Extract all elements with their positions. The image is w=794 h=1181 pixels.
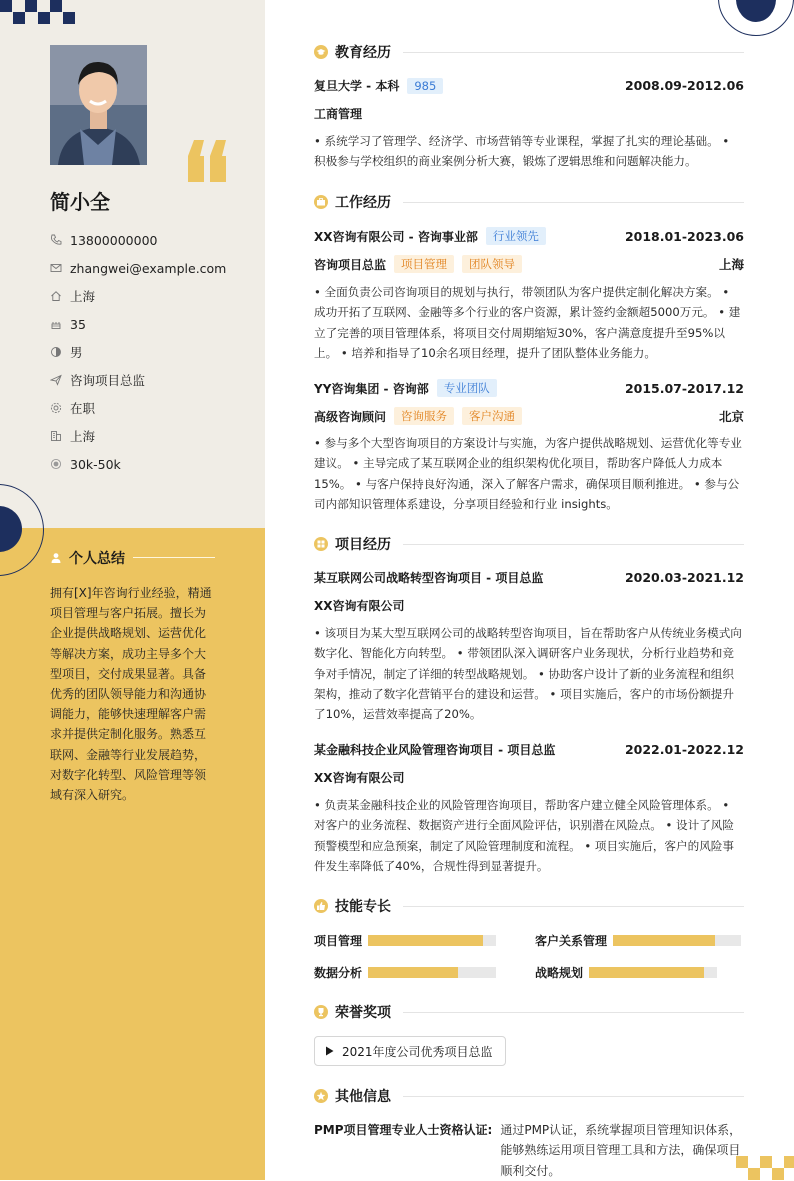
info-position <box>50 366 226 394</box>
building-icon <box>50 430 62 442</box>
section-awards-header <box>314 1002 744 1022</box>
work-1-tag: 行业领先 <box>486 227 546 245</box>
work-1-company: XX咨询有限公司 - 咨询事业部 <box>314 229 478 244</box>
skill-bar <box>589 967 717 978</box>
info-city-text: 上海 <box>70 429 96 444</box>
info-email <box>50 254 226 282</box>
skill-bar-fill <box>368 935 483 946</box>
section-work-title: 工作经历 <box>335 195 391 211</box>
work-1-header-row <box>314 227 744 245</box>
age-icon <box>50 318 62 330</box>
education-school: 复旦大学 - 本科 <box>314 79 400 93</box>
work-2-tag: 专业团队 <box>437 379 497 397</box>
skill-name: 客户关系管理 <box>535 934 608 948</box>
work-2-role: 高级咨询顾问 <box>314 409 387 424</box>
skill-bar <box>368 935 496 946</box>
work-1-role-row <box>314 255 744 273</box>
summary-heading <box>50 548 125 568</box>
other-info-value: 通过PMP认证，系统掌握项目管理知识体系，能够熟练运用项目管理工具和方法，确保项目顺利交付。 <box>500 1123 742 1178</box>
other-info-row <box>314 1120 744 1181</box>
info-age <box>50 310 226 338</box>
skill-name: 项目管理 <box>314 934 363 948</box>
work-1-date: 2018.01-2023.06 <box>624 228 744 244</box>
project-1-description: • 该项目为某大型互联网公司的战略转型咨询项目，旨在帮助客户从传统业务模式向数字化、智能化方向转型。 • 带领团队深入调研客户业务现状，分析行业趋势和竞争对手情况，制定了详细的转型战略规划。 • 协助客户设计了新的业务流程和组织架构，推动了数字化营销平台的建设和运营。 • 项目实施后，客户的市场份额提升了10%，运营效率提高了20%。 <box>314 626 742 722</box>
project-1-header-row <box>314 569 744 586</box>
info-phone-text: 13800000000 <box>70 232 158 248</box>
info-phone <box>50 226 226 254</box>
education-date: 2008.09-2012.06 <box>624 78 744 93</box>
star-icon <box>314 1089 328 1103</box>
work-1-city: 上海 <box>718 257 744 272</box>
project-2-description: • 负责某金融科技企业的风险管理咨询项目，帮助客户建立健全风险管理体系。 • 对客户的业务流程、数据资产进行全面风险评估，识别潜在风险点。 • 设计了风险预警模型和应急预案，制定了风险管理制度和流程。 • 项目实施后，客户的风险事件发生率降低了40%，合规性得到显著提升。 <box>314 798 734 873</box>
skill-item <box>314 964 496 981</box>
info-gender <box>50 338 226 366</box>
project-1-name: 某互联网公司战略转型咨询项目 - 项目总监 <box>314 571 544 585</box>
work-1-role-tag: 项目管理 <box>394 255 454 273</box>
project-2-header-row <box>314 741 744 758</box>
checker-decoration-top <box>0 0 75 24</box>
home-icon <box>50 290 62 302</box>
salary-icon <box>50 458 62 470</box>
skill-bar-fill <box>368 967 458 978</box>
education-major: 工商管理 <box>314 107 363 121</box>
education-tag: 985 <box>407 78 443 94</box>
send-icon <box>50 374 62 386</box>
section-divider <box>403 1096 744 1097</box>
summary-title: 个人总结 <box>69 551 125 567</box>
briefcase-icon <box>314 195 328 209</box>
section-education-title: 教育经历 <box>335 45 391 61</box>
section-awards-title: 荣誉奖项 <box>335 1005 391 1021</box>
work-2-role-tag: 咨询服务 <box>394 407 454 425</box>
work-2-role-row <box>314 407 744 425</box>
section-skills-header <box>314 896 744 916</box>
status-icon <box>50 402 62 414</box>
gender-icon <box>50 346 62 358</box>
info-email-text: zhangwei@example.com <box>70 260 227 276</box>
info-location <box>50 282 226 310</box>
work-2-header-row <box>314 379 744 397</box>
skill-bar-fill <box>589 967 704 978</box>
work-2-description: • 参与多个大型咨询项目的方案设计与实施，为客户提供战略规划、运营优化等专业建议。 • 主导完成了某互联网企业的组织架构优化项目，帮助客户降低人力成本15%。 • 与客户保持良好沟通，深入了解客户需求，确保项目顺利推进。 • 参与公司内部知识管理体系建设，分享项目经验和行业 insights。 <box>314 436 742 511</box>
avatar <box>50 45 147 165</box>
section-divider <box>403 544 744 545</box>
project-2-date: 2022.01-2022.12 <box>624 742 744 757</box>
person-icon <box>50 552 62 564</box>
section-other-title: 其他信息 <box>335 1089 391 1105</box>
info-status <box>50 394 226 422</box>
work-2-date: 2015.07-2017.12 <box>624 380 744 396</box>
skill-bar-fill <box>613 935 715 946</box>
skill-name: 数据分析 <box>314 966 363 980</box>
other-info-label: PMP项目管理专业人士资格认证: <box>314 1123 493 1137</box>
work-2-city: 北京 <box>718 409 744 424</box>
education-description: • 系统学习了管理学、经济学、市场营销等专业课程，掌握了扎实的理论基础。 • 积极参与学校组织的商业案例分析大赛，锻炼了逻辑思维和问题解决能力。 <box>314 134 730 169</box>
project-2-org-row <box>314 769 744 786</box>
info-salary-text: 30k-50k <box>70 456 121 472</box>
candidate-name: 简小全 <box>50 190 110 214</box>
graduation-icon <box>314 45 328 59</box>
project-2-name: 某金融科技企业风险管理咨询项目 - 项目总监 <box>314 743 556 757</box>
work-1-role-tag: 团队领导 <box>462 255 522 273</box>
grid-icon <box>314 537 328 551</box>
project-2-org: XX咨询有限公司 <box>314 771 405 785</box>
section-skills-title: 技能专长 <box>335 899 391 915</box>
education-major-row <box>314 105 744 122</box>
work-2-role-tag: 客户沟通 <box>462 407 522 425</box>
skill-name: 战略规划 <box>535 966 584 980</box>
mail-icon <box>50 262 62 274</box>
quote-mark-icon <box>188 140 228 182</box>
section-divider <box>403 52 744 53</box>
section-divider <box>403 1012 744 1013</box>
skill-item <box>535 964 717 981</box>
section-other-header <box>314 1086 744 1106</box>
skill-bar <box>368 967 496 978</box>
contact-info-list <box>50 226 226 478</box>
project-1-org-row <box>314 597 744 614</box>
info-position-text: 咨询项目总监 <box>70 373 146 388</box>
award-text: 2021年度公司优秀项目总监 <box>342 1044 493 1059</box>
summary-divider <box>133 557 215 558</box>
thumbs-up-icon <box>314 899 328 913</box>
skill-item <box>314 932 496 949</box>
section-education-header <box>314 42 744 62</box>
play-icon <box>325 1046 334 1056</box>
checker-decoration-bottom <box>736 1156 794 1180</box>
education-header-row <box>314 77 744 94</box>
info-city <box>50 422 226 450</box>
info-salary <box>50 450 226 478</box>
info-gender-text: 男 <box>70 345 83 360</box>
skill-bar <box>613 935 741 946</box>
project-1-date: 2020.03-2021.12 <box>624 570 744 585</box>
trophy-icon <box>314 1005 328 1019</box>
work-1-description: • 全面负责公司咨询项目的规划与执行，带领团队为客户提供定制化解决方案。 • 成功开拓了互联网、金融等多个行业的客户资源，累计签约金额超5000万元。 • 建立了完善的项目管理体系，将项目交付周期缩短30%，客户满意度提升至95%以上。 • 培养和指导了10余名项目经理，提升了团队整体业务能力。 <box>314 285 741 360</box>
section-projects-title: 项目经历 <box>335 537 391 553</box>
section-projects-header <box>314 534 744 554</box>
skill-item <box>535 932 741 949</box>
section-work-header <box>314 192 744 212</box>
work-1-role: 咨询项目总监 <box>314 257 387 272</box>
section-divider <box>403 906 744 907</box>
section-divider <box>403 202 744 203</box>
phone-icon <box>50 234 62 246</box>
project-1-org: XX咨询有限公司 <box>314 599 405 613</box>
work-2-company: YY咨询集团 - 咨询部 <box>314 381 429 396</box>
info-location-text: 上海 <box>70 289 96 304</box>
summary-text: 拥有[X]年咨询行业经验，精通项目管理与客户拓展。擅长为企业提供战略规划、运营优化等解决方案，成功主导多个大型项目，交付成果显著。具备优秀的团队领导能力和沟通协调能力，能够快速理解客户需求并提供定制化服务。熟悉互联网、金融等行业发展趋势，对数字化转型、风险管理等领域有深入研究。 <box>50 586 212 803</box>
award-badge <box>314 1036 506 1066</box>
info-status-text: 在职 <box>70 401 96 416</box>
info-age-text: 35 <box>70 316 86 332</box>
